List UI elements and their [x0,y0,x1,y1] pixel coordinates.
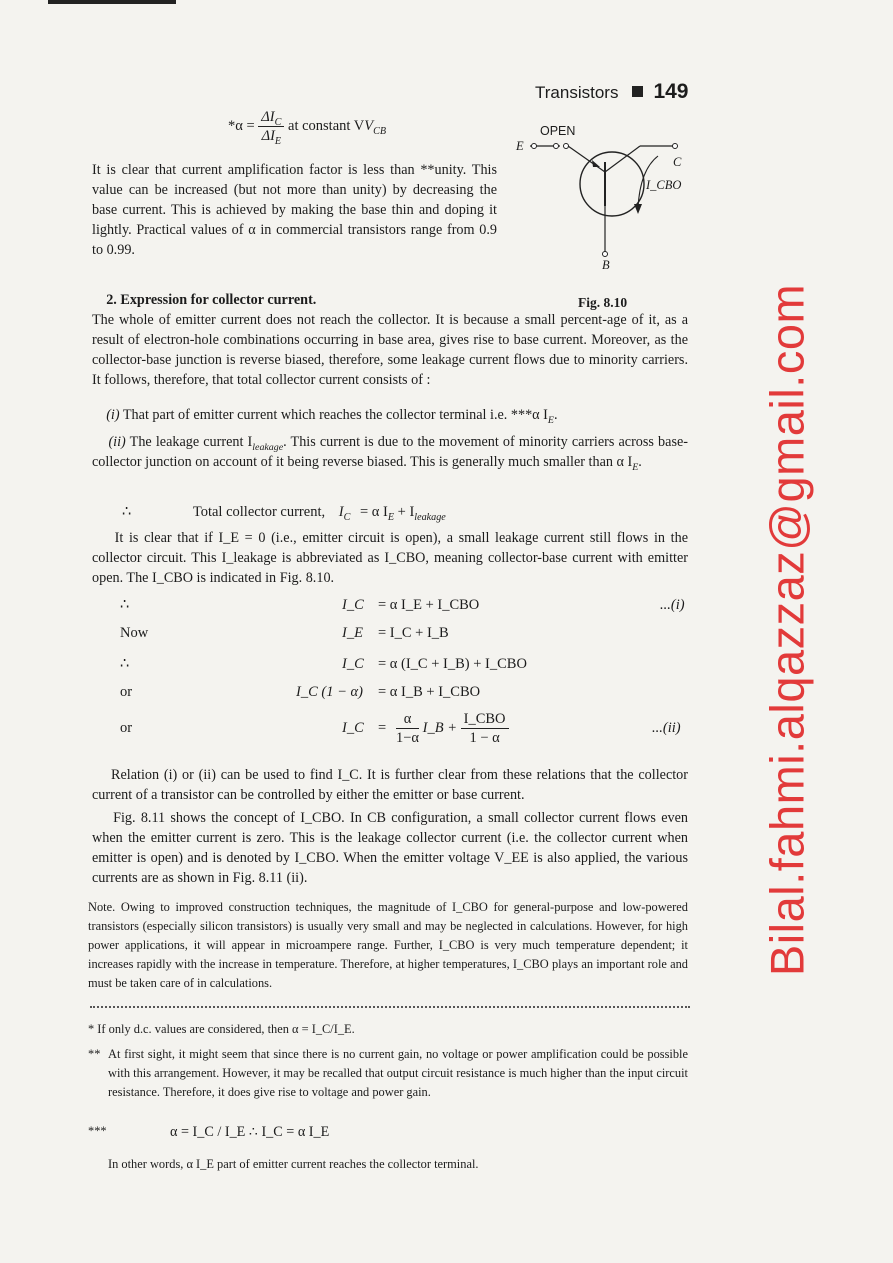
equation-row-3 [120,656,690,673]
eq4-rhs: = α I_B + I_CBO [378,684,481,700]
header-square-icon [632,86,643,97]
eq5-left: or [120,720,133,736]
eq2-rhs: = I_C + I_B [378,625,449,641]
eq1-left: ∴ [120,597,130,613]
email-watermark-text: Bilal.fahmi.alqazzaz@gmail.com [760,283,814,977]
eq2-lhs: I_E [342,625,363,641]
figure-b-text: B [602,258,610,272]
figure-b-label [602,258,610,273]
section-2-intro [92,290,497,310]
paragraph-3-text: It is clear that if I_E = 0 (i.e., emitter circuit is open), a small leakage current still flows in the collector circuit. This I_leakage is abbreviated as I_CBO, meaning collector-base current with emitter open. The I_CBO is indicated in Fig. 8.10. [92,530,688,586]
note-paragraph: Note. Owing to improved construction techniques, the magnitude of I_CBO for general-purpose and low-powered transistors (especially silicon transistors) is usually very small and may be neglected in calculations. However, for high power applications, it will appear in microampere range. Further, I_CBO is very much temperature dependent; it increases rapidly with the increase in temperature. Therefore, at higher temperatures, I_CBO plays an important role and must be taken care of in calculations. [88,900,688,990]
eq3-lhs: I_C [342,656,364,672]
item-ii [92,432,688,472]
equation-row-5 [120,712,690,752]
item-i-sub: E [547,415,554,426]
eq4-left: or [120,684,133,700]
item-ii-sub: leakage [252,442,284,453]
eq5-f2-den: 1 − α [469,730,500,746]
alpha-fraction [258,108,284,145]
alpha-lhs: *α = [228,117,255,134]
transistor-figure [510,120,690,320]
item-ii-sub2: E [632,462,639,473]
alpha-definition [228,108,386,145]
footnote-2: At first sight, it might seem that since there is no current gain, no voltage or power amplification could be possible with this arrangement. However, it may be recalled that output circuit resistance is much higher than the input circuit resistance. Therefore, it does give rise to voltage and power gain. [108,1047,688,1099]
figure-caption: Fig. 8.10 [578,295,628,310]
total-collector-equation [122,504,622,521]
eq5-f1-num: α [396,710,419,729]
email-watermark [732,270,842,990]
alpha-tail: at constant V [288,117,365,134]
total-eq-plus: + I [397,504,415,520]
paragraph-1: It is clear that current amplification factor is less than **unity. This value can be increased (but not more than unity) by decreasing the base current. This is achieved by making the base thin and doping it lightly. Practical values of α in commercial transistors range from 0.9 to 0.99. [92,162,497,258]
section-2-body-text: The whole of emitter current does not reach the collector. It is because a small percent-age of it, as a result of electron-hole combinations occurring in base area, gives rise to base current. Moreover, as the collector-base junction is reverse biased, therefore, some leakage current flows due to minority carriers. It follows, therefore, that total collector current consists of : [92,312,688,388]
header-title: Transistors [535,83,619,102]
alpha-den: ΔI [261,128,275,144]
eq4-lhs: I_C (1 − α) [296,684,363,700]
equation-row-4 [120,684,690,701]
alpha-den-sub: E [274,136,282,147]
eq5-fraction-1 [396,710,419,747]
equation-row-1 [120,597,690,614]
figure-c-label [673,155,681,170]
paragraph-4 [92,765,688,805]
eq3-rhs: = α (I_C + I_B) + I_CBO [378,656,527,672]
therefore-symbol: ∴ [122,504,132,520]
eq1-tag: ...(i) [660,597,685,613]
figure-c-text: C [673,155,682,169]
item-ii-text-b: . This current is due to the movement of minority carriers across base-collector junction on account of it being reverse biased. This is generally much smaller than α I [92,434,688,470]
figure-e-text: E [516,139,524,153]
eq5-tag: ...(ii) [652,720,681,736]
item-ii-end: . [638,454,642,470]
item-i [92,405,688,425]
total-eq-label: Total collector current, [192,504,326,520]
paragraph-3 [92,528,688,588]
figure-open-label: OPEN [540,124,576,138]
eq5-lhs: I_C [342,720,364,736]
total-eq-lhs: I [338,504,344,520]
eq5-mid: I_B + [422,719,458,736]
alpha-tail-var: V [364,117,374,134]
footnote-3-text: In other words, α I_E part of emitter current reaches the collector terminal. [108,1157,479,1171]
eq5-f2-num: I_CBO [461,710,509,729]
alpha-num-sub: C [274,117,282,128]
item-ii-marker: (ii) [108,434,126,450]
total-eq-plus-sub: leakage [414,512,446,523]
total-eq-rhs: = α I [359,504,388,520]
alpha-tail-sub: CB [373,125,387,137]
item-i-text: That part of emitter current which reaches the collector terminal i.e. ***α I [122,407,548,423]
footnote-3-marker: *** [88,1124,107,1138]
total-eq-rhs-sub: E [387,512,395,523]
section-2-heading: 2. Expression for collector current. [106,292,317,308]
alpha-num: ΔI [261,109,275,125]
figure-e-label [516,139,524,154]
item-i-end: . [553,407,558,423]
equation-row-2 [120,625,690,642]
paragraph-5 [92,808,688,888]
item-ii-text-a: The leakage current I [129,434,253,450]
running-header [535,80,689,104]
figure-icbo-label [646,178,681,193]
eq5-rhs: = [378,720,387,736]
page-number: 149 [653,80,689,103]
eq5-fraction-2 [461,710,509,747]
eq5-f1-den: 1−α [396,730,420,746]
paragraph-4-text: Relation (i) or (ii) can be used to find I_C. It is further clear from these relations that the collector current of a transistor can be controlled by either the emitter or base current. [92,767,688,803]
eq1-lhs: I_C [342,597,364,613]
top-scan-bar [48,0,176,4]
total-eq-lhs-sub: C [343,512,351,523]
eq5-expression [396,710,509,747]
eq2-left: Now [120,625,149,641]
eq3-left: ∴ [120,656,130,672]
eq1-rhs: = α I_E + I_CBO [378,597,480,613]
figure-icbo-text: I_CBO [646,178,682,192]
footnote-1: * If only d.c. values are considered, then α = I_C/I_E. [88,1022,355,1036]
footnote-2-marker: ** [88,1047,101,1061]
section-2-body [92,310,688,390]
footnote-3-equation: α = I_C / I_E ∴ I_C = α I_E [170,1124,330,1140]
item-i-marker: (i) [106,407,120,423]
paragraph-5-text: Fig. 8.11 shows the concept of I_CBO. In CB configuration, a small collector current flows even when the emitter current is zero. This is the leakage collector current (i.e. the collector current when emitter is open) and is denoted by I_CBO. When the emitter voltage V_EE is also applied, the various currents are as shown in Fig. 8.11 (ii). [92,810,689,886]
footnote-separator [90,1006,690,1008]
